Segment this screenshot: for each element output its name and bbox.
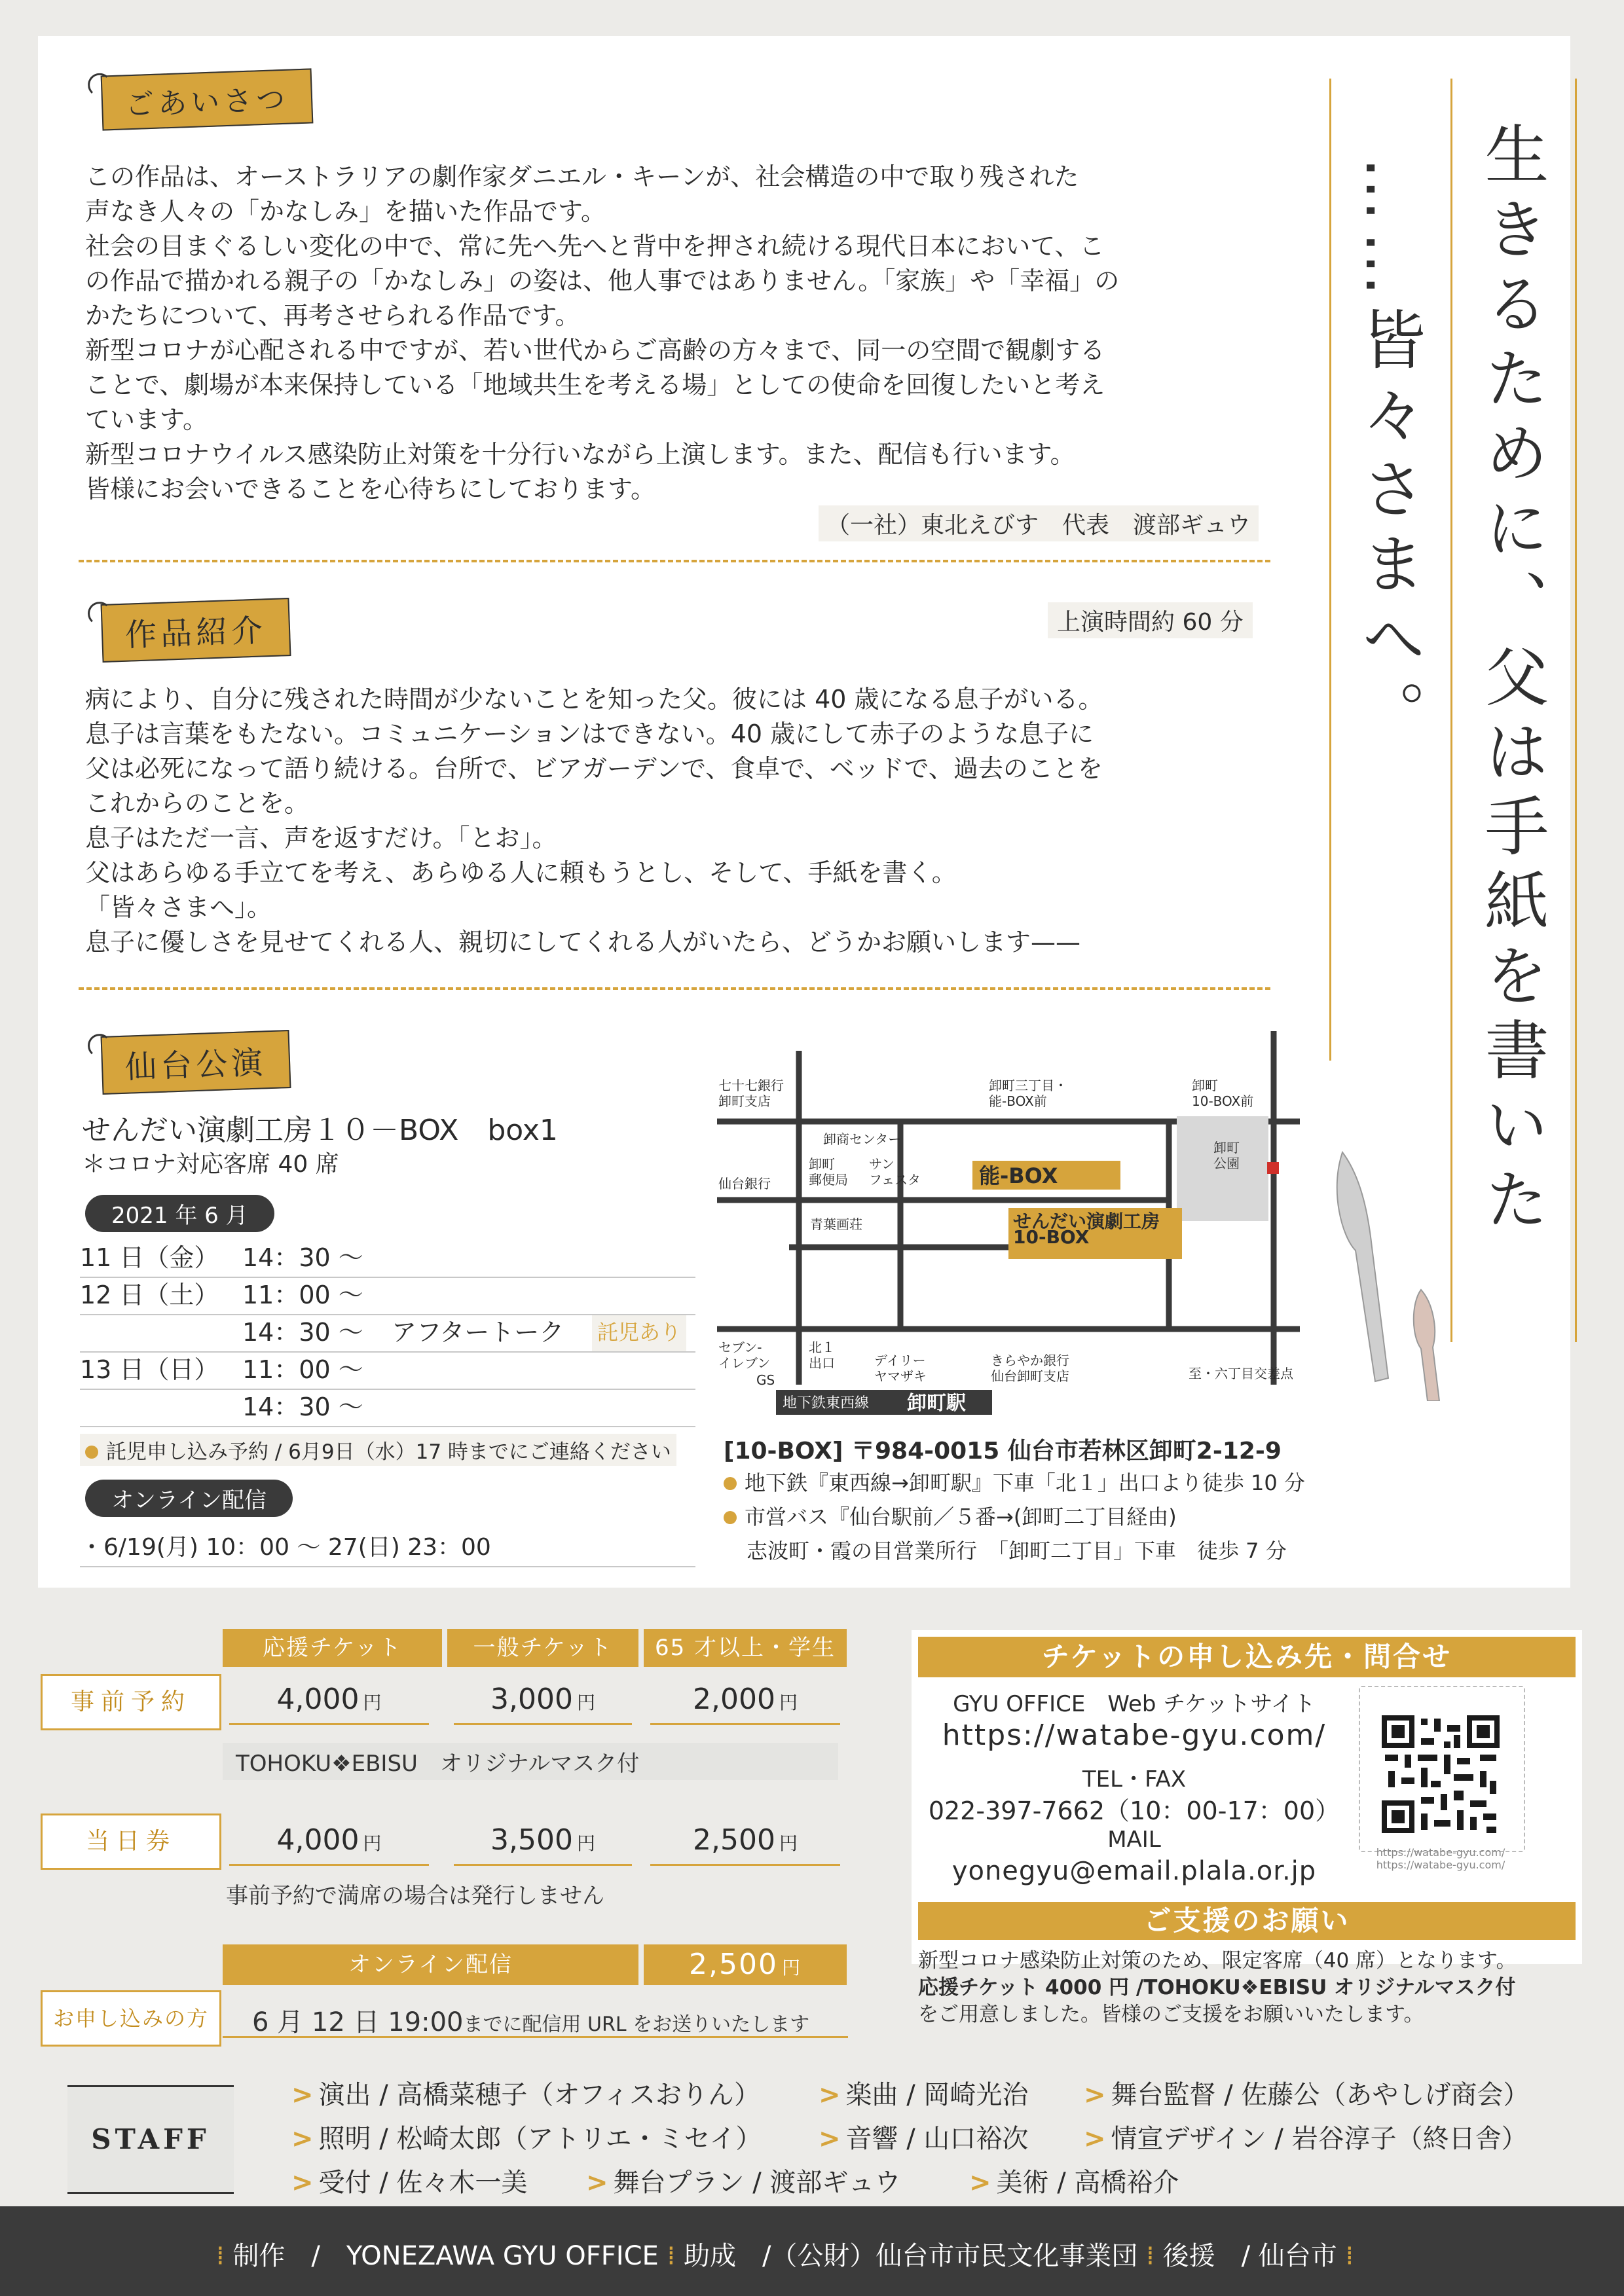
map-label: サンフェスタ	[869, 1156, 921, 1188]
schedule-row: 12 日（土） 11：00 〜	[80, 1281, 363, 1309]
map-station: 卸町駅	[907, 1392, 966, 1415]
door-label: 当日券	[41, 1813, 221, 1870]
ticket-header: 65 才以上・学生	[644, 1629, 847, 1667]
ticket-header: 一般チケット	[447, 1629, 638, 1667]
advance-price: 3,000 円	[454, 1676, 632, 1725]
greeting-line: この作品は、オーストラリアの劇作家ダニエル・キーンが、社会構造の中で取り残された	[85, 162, 1079, 191]
schedule-row: 13 日（日） 11：00 〜	[80, 1355, 363, 1384]
contact-title: チケットの申し込み先・問合せ	[918, 1637, 1576, 1677]
map-label: 七十七銀行卸町支店	[718, 1078, 784, 1109]
online-price: 2,500 円	[644, 1944, 847, 1985]
bullet-icon	[724, 1511, 737, 1524]
access-map	[710, 1031, 1313, 1430]
headline-main: 生きるために、父は手紙を書いた	[1474, 121, 1549, 1241]
contact-tel: 022-397-7662（10：00-17：00）	[928, 1796, 1340, 1825]
headline-rule	[1575, 79, 1577, 1342]
map-label: デイリーヤマザキ	[874, 1353, 927, 1384]
seat-note: ＊コロナ対応客席 40 席	[82, 1151, 339, 1178]
bullet-icon	[724, 1477, 737, 1490]
map-label: 卸町郵便局	[809, 1156, 848, 1188]
map-label: 卸町 10-BOX前	[1192, 1078, 1254, 1109]
schedule-rule	[80, 1566, 695, 1567]
work-body	[85, 682, 1303, 960]
divider	[79, 560, 1270, 562]
map-label: 北１出口	[809, 1339, 835, 1371]
door-price: 4,000 円	[229, 1817, 429, 1866]
schedule-rule	[80, 1277, 695, 1278]
contact-mail[interactable]: yonegyu@email.plala.or.jp	[951, 1856, 1317, 1886]
staff-item: > 音響 / 山口裕次	[819, 2124, 1029, 2154]
map-label: セブン-イレブン	[718, 1339, 771, 1371]
online-pill: オンライン配信	[85, 1480, 293, 1517]
venue-address: [10-BOX] 〒984-0015 仙台市若林区卸町2-12-9	[724, 1438, 1282, 1465]
staff-item: > 楽曲 / 岡崎光治	[819, 2080, 1029, 2110]
bullet-icon	[85, 1446, 98, 1459]
divider	[79, 987, 1270, 990]
staff-item: > 情宣デザイン / 岩谷淳子（終日舎）	[1084, 2124, 1528, 2154]
support-title: ご支援のお願い	[918, 1902, 1576, 1940]
staff-item: > 舞台監督 / 佐藤公（あやしげ商会）	[1084, 2080, 1530, 2110]
apply-label: お申し込みの方	[41, 1990, 221, 2047]
online-header: オンライン配信	[223, 1944, 638, 1985]
map-label: 仙台銀行	[718, 1176, 771, 1192]
schedule-rule	[80, 1314, 695, 1315]
schedule	[80, 1239, 695, 1426]
greeting-line: ています。	[85, 405, 208, 434]
footer	[0, 2206, 1624, 2296]
knife-illustration	[1323, 1139, 1467, 1401]
greeting-title: ごあいさつ	[101, 68, 314, 130]
work-title: 作品紹介	[101, 598, 291, 663]
schedule-rule	[80, 1389, 695, 1390]
ticket-header: 応援チケット	[223, 1629, 442, 1667]
advance-price: 2,000 円	[650, 1676, 840, 1725]
online-period: ・6/19(月) 10：00 〜 27(日) 23：00	[80, 1534, 491, 1561]
support-body: 新型コロナ感染防止対策のため、限定客席（40 席）となります。 応援チケット 4000 円 /TOHOKU❖EBISU オリジナルマスク付 をご用意しました。皆様のご支援をお願いいたします。	[918, 1949, 1517, 2026]
greeting-line: 声なき人々の「かなしみ」を描いた作品です。	[85, 197, 606, 226]
qr-ring-text: https://watabe-gyu.com/ https://watabe-gyu.com/	[1376, 1846, 1505, 1871]
map-label: 卸町三丁目・能-BOX前	[989, 1078, 1067, 1109]
map-station-line: 地下鉄東西線	[783, 1395, 870, 1412]
greeting-line: 皆様にお会いできることを心待ちにしております。	[85, 475, 655, 503]
schedule-row: 11 日（金） 14：30 〜	[80, 1243, 363, 1272]
footer-production: 制作 / YONEZAWA GYU OFFICE	[232, 2241, 659, 2271]
footer-grant: 助成 /（公財）仙台市市民文化事業団	[683, 2241, 1138, 2271]
apply-rule	[223, 2036, 848, 2038]
sendai-title: 仙台公演	[101, 1030, 291, 1095]
staff-item: > 美術 / 高橋裕介	[969, 2168, 1179, 2198]
greeting-line: の作品で描かれる親子の「かなしみ」の姿は、他人事ではありません。「家族」や「幸福」の	[85, 266, 1120, 295]
map-kobo: せんだい演劇工房 10-BOX	[1013, 1211, 1160, 1248]
mask-note: TOHOKU❖EBISU オリジナルマスク付	[223, 1743, 838, 1780]
door-price: 3,500 円	[454, 1817, 632, 1866]
greeting-line: 新型コロナが心配される中ですが、若い世代からご高齢の方々まで、同一の空間で観劇する	[85, 336, 1105, 365]
map-label: 青葉画荘	[810, 1216, 862, 1232]
greeting-line: ことで、劇場が本来保持している「地域共生を考える場」としての使命を回復したいと考え	[85, 371, 1105, 399]
greeting-line: 新型コロナウイルス感染防止対策を十分行いながら上演します。また、配信も行います。	[85, 440, 1075, 469]
qr-code-icon[interactable]	[1382, 1715, 1500, 1833]
footer-support: 後援 / 仙台市	[1162, 2241, 1337, 2271]
venue-name: せんだい演劇工房１０－BOX box1	[82, 1114, 558, 1147]
access-bus-detail: 志波町・霞の目営業所行 「卸町二丁目」下車 徒歩 7 分	[747, 1539, 1287, 1563]
greeting-signature: （一社）東北えびす 代表 渡部ギュウ	[819, 505, 1259, 541]
staff-item: > 演出 / 高橋菜穂子（オフィスおりん）	[291, 2080, 761, 2110]
greeting-line: 社会の目まぐるしい変化の中で、常に先へ先へと背中を押され続ける現代日本において、こ	[85, 232, 1105, 261]
map-label: 卸町公園	[1213, 1140, 1240, 1171]
staff-item: > 照明 / 松崎太郎（アトリエ・ミセイ）	[291, 2124, 762, 2154]
work-line: 「皆々さまへ」。	[85, 893, 272, 922]
map-label: 至・六丁目交差点	[1189, 1366, 1293, 1381]
footer-credits: ⁞ 制作 / YONEZAWA GYU OFFICE ⁞ 助成 /（公財）仙台市市民文化事業団 ⁞ 後援 / 仙台市 ⁞	[216, 2241, 1354, 2271]
contact-mail-label: MAIL	[1107, 1827, 1161, 1853]
work-duration: 上演時間約 60 分	[1048, 602, 1253, 638]
work-line: 父はあらゆる手立てを考え、あらゆる人に頼もうとし、そして、手紙を書く。	[85, 858, 957, 887]
map-label: GS	[756, 1372, 775, 1388]
work-line: 病により、自分に残された時間が少ないことを知った父。彼には 40 歳になる息子がいる。	[85, 685, 1103, 714]
door-note: 事前予約で満席の場合は発行しません	[226, 1883, 604, 1909]
work-line: 息子に優しさを見せてくれる人、親切にしてくれる人がいたら、どうかお願いします——	[85, 928, 1081, 957]
schedule-rule	[80, 1351, 695, 1353]
map-label: きらやか銀行仙台卸町支店	[991, 1353, 1069, 1384]
access-bus: 市営バス『仙台駅前／５番→(卸町二丁目経由)	[724, 1501, 1177, 1531]
contact-tel-label: TEL・FAX	[1082, 1766, 1187, 1793]
work-line: 息子は言葉をもたない。コミュニケーションはできない。40 歳にして赤子のような息子に	[85, 720, 1094, 748]
advance-price: 4,000 円	[229, 1676, 429, 1725]
advance-label: 事前予約	[41, 1674, 221, 1730]
childcare-note: 託児申し込み予約 / 6月9日（水）17 時までにご連絡ください	[80, 1434, 676, 1466]
access-subway: 地下鉄『東西線→卸町駅』下車「北１」出口より徒歩 10 分	[724, 1467, 1305, 1497]
contact-site-label: GYU OFFICE Web チケットサイト	[953, 1691, 1316, 1717]
month-pill: 2021 年 6 月	[85, 1195, 274, 1232]
greeting-line: かたちについて、再考させられる作品です。	[85, 301, 580, 330]
map-nobox: 能-BOX	[979, 1163, 1058, 1188]
after-talk: アフタートーク	[392, 1318, 564, 1347]
childcare-badge: 託児あり	[592, 1314, 686, 1351]
headline-rule	[1329, 79, 1331, 1061]
schedule-rule	[80, 1426, 695, 1427]
work-line: 息子はただ一言、声を返すだけ。「とお」。	[85, 824, 557, 852]
greeting-body	[85, 160, 1303, 507]
headline-sub: ……皆々さまへ。	[1351, 157, 1426, 754]
staff-item: > 舞台プラン / 渡部ギュウ	[586, 2168, 901, 2198]
map-label: 卸商センター	[823, 1131, 902, 1147]
contact-url[interactable]: https://watabe-gyu.com/	[942, 1719, 1327, 1752]
staff-item: > 受付 / 佐々木一美	[291, 2168, 528, 2198]
schedule-row: 14：30 〜	[242, 1393, 363, 1421]
apply-note: 6 月 12 日 19:00までに配信用 URL をお送りいたします	[252, 2007, 810, 2037]
schedule-row: 14：30 〜 アフタートーク 託児あり	[80, 1314, 695, 1351]
staff-label-box	[67, 2085, 234, 2194]
work-line: これからのことを。	[85, 789, 310, 818]
staff-label: STAFF	[91, 2123, 210, 2155]
work-line: 父は必死になって語り続ける。台所で、ビアガーデンで、食卓で、ベッドで、過去のことを	[85, 754, 1103, 783]
door-price: 2,500 円	[650, 1817, 840, 1866]
